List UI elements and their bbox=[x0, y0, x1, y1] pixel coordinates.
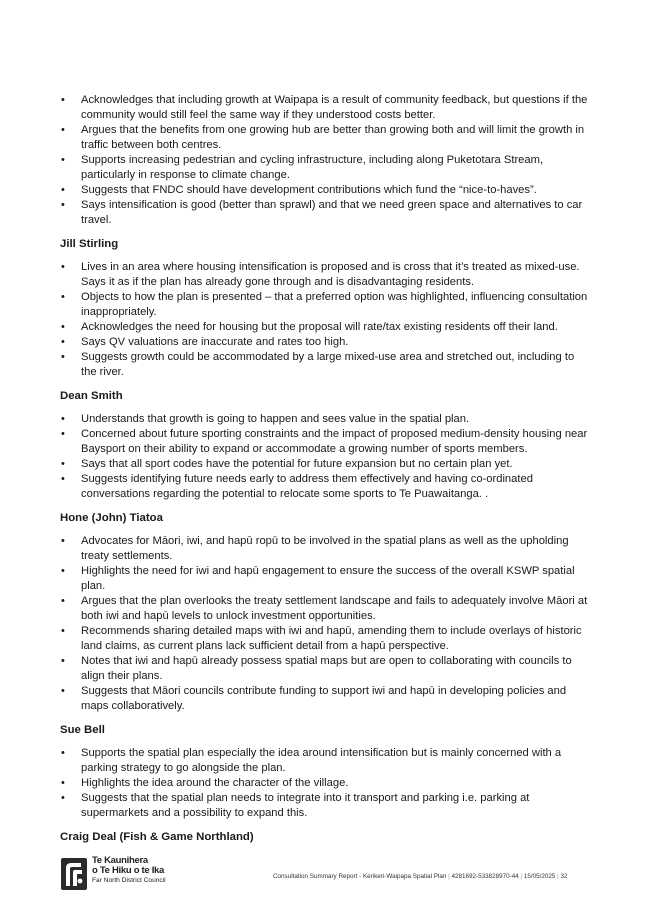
list-item: • Supports the spatial plan especially the idea around intensification but is mainly concerned with a parking strategy to go alongside the plan. bbox=[60, 746, 588, 776]
list-item: • Suggests that Māori councils contribute funding to support iwi and hapū in developing policies and maps collaboratively. bbox=[60, 684, 588, 714]
council-logo bbox=[61, 856, 171, 894]
list-item: • Notes that iwi and hapū already possess spatial maps but are open to collaborating with councils to align their plans. bbox=[60, 654, 588, 684]
list-item: • Objects to how the plan is presented – that a preferred option was highlighted, influencing consultation inappropriately. bbox=[60, 290, 588, 320]
bullet-list bbox=[60, 412, 588, 502]
section-heading: Dean Smith bbox=[60, 390, 123, 402]
list-item: • Lives in an area where housing intensification is proposed and is cross that it’s treated as mixed-use. Says it as if the plan has already gone through and is disadvantaging residents. bbox=[60, 260, 588, 290]
list-item: • Argues that the benefits from one growing hub are better than growing both and will limit the growth in traffic between both centres. bbox=[60, 123, 588, 153]
logo-line-3: Far North District Council bbox=[92, 877, 166, 884]
list-item: • Concerned about future sporting constraints and the impact of proposed medium-density housing near Baysport on their ability to expand or accommodate a growing number of sports members. bbox=[60, 427, 588, 457]
bullet-list bbox=[60, 534, 588, 714]
list-item: • Says QV valuations are inaccurate and rates too high. bbox=[60, 335, 588, 350]
footer-text bbox=[273, 873, 568, 880]
list-item: • Advocates for Māori, iwi, and hapū ropū to be involved in the spatial plans as well as the upholding treaty settlements. bbox=[60, 534, 588, 564]
section-heading: Hone (John) Tiatoa bbox=[60, 512, 163, 524]
list-item: • Suggests that FNDC should have development contributions which fund the “nice-to-haves”. bbox=[60, 183, 588, 198]
list-item: • Suggests identifying future needs early to address them effectively and having co-ordinated conversations regarding the potential to relocate some sports to Te Puawaitanga. . bbox=[60, 472, 588, 502]
section-heading: Jill Stirling bbox=[60, 238, 119, 250]
report-title: Consultation Summary Report - Kerikeri-Waipapa Spatial Plan bbox=[273, 873, 447, 880]
list-item: • Supports increasing pedestrian and cycling infrastructure, including along Puketotara Stream, particularly in response to climate change. bbox=[60, 153, 588, 183]
section-heading: Sue Bell bbox=[60, 724, 105, 736]
list-item: • Suggests that the spatial plan needs to integrate into it transport and parking i.e. parking at supermarkets and a possibility to expand this. bbox=[60, 791, 588, 821]
list-item: • Argues that the plan overlooks the treaty settlement landscape and fails to adequately involve Māori at both iwi and hapū levels to unlock investment opportunities. bbox=[60, 594, 588, 624]
list-item: • Understands that growth is going to happen and sees value in the spatial plan. bbox=[60, 412, 588, 427]
logo-wordmark bbox=[92, 856, 166, 885]
page-number: 32 bbox=[560, 873, 568, 880]
list-item: • Recommends sharing detailed maps with iwi and hapū, amending them to include overlays of historic land claims, as current plans lack sufficient detail from a hapū perspective. bbox=[60, 624, 588, 654]
document-body bbox=[60, 93, 588, 853]
bullet-list bbox=[60, 260, 588, 380]
logo-line-1: Te Kaunihera bbox=[92, 855, 148, 866]
footer-separator: | bbox=[520, 873, 523, 880]
bullet-list bbox=[60, 746, 588, 821]
list-item: • Says intensification is good (better than sprawl) and that we need green space and alternatives to car travel. bbox=[60, 198, 588, 228]
section-heading: Craig Deal (Fish & Game Northland) bbox=[60, 831, 254, 843]
footer-separator: | bbox=[448, 873, 450, 880]
bullet-list bbox=[60, 93, 588, 228]
doc-id: 4281692-533828970-44 bbox=[451, 873, 519, 880]
list-item: • Acknowledges that including growth at Waipapa is a result of community feedback, but questions if the community would still feel the same way if they understood costs better. bbox=[60, 93, 588, 123]
page-footer bbox=[0, 852, 645, 902]
list-item: • Highlights the need for iwi and hapū engagement to ensure the success of the overall KSWP spatial plan. bbox=[60, 564, 588, 594]
list-item: • Acknowledges the need for housing but the proposal will rate/tax existing residents off their land. bbox=[60, 320, 588, 335]
footer-separator: | bbox=[557, 873, 559, 880]
list-item: • Says that all sport codes have the potential for future expansion but no certain plan yet. bbox=[60, 457, 588, 472]
logo-line-2: o Te Hiku o te Ika bbox=[92, 865, 165, 876]
list-item: • Suggests growth could be accommodated by a large mixed-use area and stretched out, including to the river. bbox=[60, 350, 588, 380]
council-logo-icon bbox=[61, 858, 87, 890]
footer-date: 15/05/2025 bbox=[523, 873, 556, 880]
list-item: • Highlights the idea around the character of the village. bbox=[60, 776, 588, 791]
